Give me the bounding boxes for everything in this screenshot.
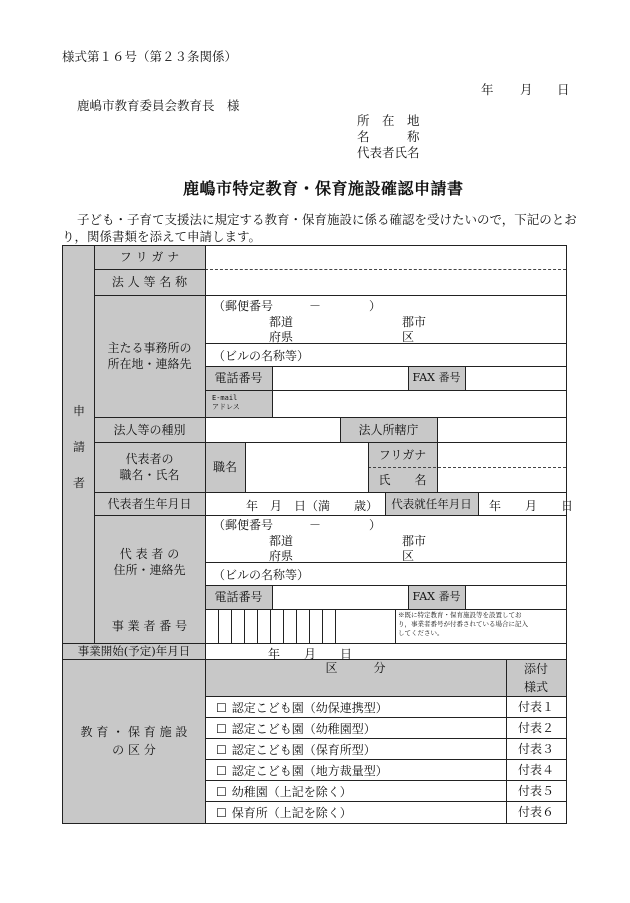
office-gunshi: 郡市 [402,315,427,329]
facility-name: 幼稚園（上記を除く） [231,785,352,799]
rep-ku: 区 [402,549,415,563]
office-ku: 区 [402,330,415,344]
corp-type-input[interactable] [206,418,339,441]
rep-address-label: 代 表 者 の 住所・連絡先 [113,547,186,577]
checkbox-icon[interactable]: ☐ [216,722,227,736]
office-postal: （郵便番号 － ） [213,299,382,313]
rep-todo: 都道 [269,534,294,548]
office-email-label: E-mail アドレス [212,394,240,411]
checkbox-icon[interactable]: ☐ [216,785,227,799]
facility-name: 認定こども園（幼稚園型） [231,722,376,736]
attach-2: 付表３ [517,741,554,756]
corp-office-input[interactable] [438,418,566,441]
office-fax-input[interactable] [466,367,566,389]
checkbox-icon[interactable]: ☐ [216,806,227,820]
rep-furigana-input[interactable] [438,443,566,466]
title-input[interactable] [246,443,367,491]
rep-phone-label: 電話番号 [214,590,263,604]
applicant-address-label: 所 在 地 [357,113,420,128]
rep-building: （ビルの名称等） [213,568,310,582]
date-month: 月 [520,82,533,97]
page-title: 鹿嶋市特定教育・保育施設確認申請書 [183,179,464,198]
appoint-label: 代表就任年月日 [391,496,472,511]
attach-3: 付表４ [517,762,554,777]
facility-name: 認定こども園（幼保連携型） [231,701,388,715]
rep-gunshi: 郡市 [402,534,427,548]
addressee: 鹿嶋市教育委員会教育長 様 [77,98,240,113]
applicant-name-label: 名 称 [357,129,420,144]
attach-4: 付表５ [517,783,554,798]
rep-name-input[interactable] [438,468,566,491]
facility-name: 認定こども園（保育所型） [231,743,376,757]
facility-name: 認定こども園（地方裁量型） [231,764,388,778]
start-date-label: 事業開始(予定)年月日 [77,644,191,658]
birth-value: 年 月 日（満 歳） [246,499,379,513]
facility-name: 保育所（上記を除く） [231,806,352,820]
intro-line-1: 子ども・子育て支援法に規定する教育・保育施設に係る確認を受けたいので，下記のとお [77,212,577,227]
office-fax-label: FAX 番号 [412,371,461,384]
checkbox-icon[interactable]: ☐ [216,764,227,778]
facility-row-2[interactable] [216,741,376,758]
rep-furigana-label: フリガナ [378,447,427,462]
form-id: 様式第１６号（第２３条関係） [62,49,238,64]
biz-number-label: 事 業 者 番 号 [111,619,188,633]
furigana-label: フ リ ガ ナ [119,250,180,264]
corp-type-label: 法人等の種別 [113,422,186,437]
office-building: （ビルの名称等） [213,349,310,363]
corp-office-label: 法人所轄庁 [358,422,419,437]
rep-fuken: 府県 [269,549,294,563]
rep-name-label: 氏 名 [378,472,427,487]
facility-row-4[interactable] [216,783,352,800]
checkbox-icon[interactable]: ☐ [216,701,227,715]
appoint-value: 年 月 日 [489,499,574,513]
office-todo: 都道 [269,315,294,329]
facility-row-5[interactable] [216,804,352,821]
attach-0: 付表１ [517,699,554,714]
facility-row-3[interactable] [216,762,388,779]
applicant-char-1: 申 [73,404,86,418]
attach-header: 添付 様式 [523,661,548,694]
corp-name-input[interactable] [206,270,566,294]
rep-title-name-label: 代表者の 職名・氏名 [119,452,180,482]
biz-number-input[interactable] [206,610,394,642]
category-header: 区 分 [325,661,386,675]
office-fuken: 府県 [269,330,294,344]
rep-fax-label: FAX 番号 [412,590,461,603]
attach-1: 付表２ [517,720,554,735]
corp-name-label: 法 人 等 名 称 [111,275,188,289]
start-date-value: 年 月 日 [268,647,353,661]
facility-row-1[interactable] [216,720,376,737]
attach-5: 付表６ [517,805,554,819]
facility-row-0[interactable] [216,699,388,716]
furigana-input[interactable] [206,246,566,268]
date-year: 年 [481,82,494,97]
rep-fax-input[interactable] [466,586,566,608]
office-address-label: 主たる事務所の 所在地・連絡先 [107,341,192,371]
birth-label: 代表者生年月日 [107,496,192,511]
office-phone-input[interactable] [273,367,407,389]
office-phone-label: 電話番号 [214,371,263,385]
applicant-char-3: 者 [73,476,86,490]
biz-number-note: ※既に特定教育・保育施設等を設置してお り，事業者番号が付番されている場合に記入 してください。 [398,611,528,637]
rep-postal: （郵便番号 － ） [213,518,382,532]
applicant-rep-label: 代表者氏名 [357,145,420,160]
email-input[interactable] [273,391,566,416]
date-day: 日 [557,82,570,97]
title-field-label: 職名 [212,460,237,474]
intro-line-2: り，関係書類を添えて申請します。 [62,229,262,244]
facility-type-label: 教 育 ・ 保 育 施 設 の 区 分 [80,725,188,757]
checkbox-icon[interactable]: ☐ [216,743,227,757]
rep-phone-input[interactable] [273,586,407,608]
applicant-char-2: 請 [73,440,86,454]
